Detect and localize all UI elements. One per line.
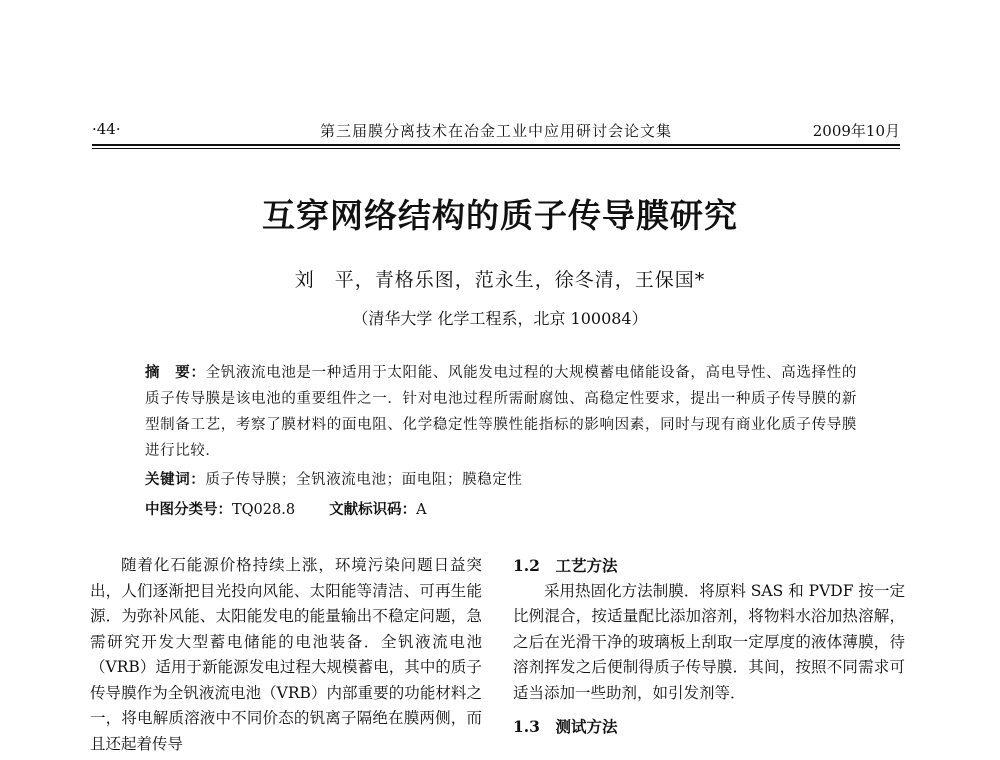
process-paragraph: 采用热固化方法制膜．将原料 SAS 和 PVDF 按一定比例混合，按适量配比添加溶剂，将物料水浴加热溶解，之后在光滑干净的玻璃板上刮取一定厚度的液体薄膜，待溶剂挥发之后便制得质子传导膜．其间，按照不同需求可适当添加一些助剂，如引发剂等． bbox=[513, 581, 905, 702]
keywords-text: 质子传导膜；全钒液流电池；面电阻；膜稳定性 bbox=[205, 472, 523, 488]
journal-title: 第三届膜分离技术在冶金工业中应用研讨会论文集 bbox=[319, 122, 672, 140]
doc-code-label: 文献标识码： bbox=[329, 501, 417, 518]
doc-code-value: A bbox=[416, 502, 427, 518]
publication-date: 2009年10月 bbox=[812, 122, 900, 140]
abstract bbox=[145, 360, 857, 464]
section-heading-1-3: 1.3 测试方法 bbox=[513, 717, 618, 736]
intro-paragraph: 随着化石能源价格持续上涨，环境污染问题日益突出，人们逐渐把目光投向风能、太阳能等清洁、可再生能源．为弥补风能、太阳能发电的能量输出不稳定问题，急需研究开发大型蓄电储能的电池装备．全钒液流电池（VRB）适用于新能源发电过程大规模蓄电，其中的质子传导膜作为全钒液流电池（VRB）内部重要的功能材料之一，将电解质溶液中不同价态的钒离子隔绝在膜两侧，而且还起着传导 bbox=[90, 556, 482, 753]
abstract-label: 摘 要： bbox=[145, 364, 206, 381]
affiliation: （清华大学 化学工程系，北京 100084） bbox=[352, 309, 648, 328]
author-list: 刘 平，青格乐图，范永生，徐冬清，王保国* bbox=[294, 269, 706, 291]
running-header bbox=[92, 118, 900, 142]
clc-value: TQ028.8 bbox=[232, 502, 296, 518]
classification-line bbox=[145, 498, 857, 519]
clc-label: 中图分类号： bbox=[145, 501, 232, 518]
header-rule-thin bbox=[92, 148, 900, 149]
paper-title: 互穿网络结构的质子传导膜研究 bbox=[262, 196, 738, 235]
section-heading-1-2: 1.2 工艺方法 bbox=[513, 556, 618, 575]
abstract-text: 全钒液流电池是一种适用于太阳能、风能发电过程的大规模蓄电储能设备，高电导性、高选择性的质子传导膜是该电池的重要组件之一．针对电池过程所需耐腐蚀、高稳定性要求，提出一种质子传导膜的新型制备工艺，考察了膜材料的面电阻、化学稳定性等膜性能指标的影响因素，同时与现有商业化质子传导膜进行比较． bbox=[145, 365, 858, 459]
left-column bbox=[90, 553, 482, 757]
keywords-label: 关键词： bbox=[145, 471, 206, 488]
page-number: ·44· bbox=[92, 120, 121, 138]
keywords bbox=[145, 468, 857, 489]
right-column bbox=[513, 553, 905, 740]
header-rule-thick bbox=[92, 144, 900, 146]
